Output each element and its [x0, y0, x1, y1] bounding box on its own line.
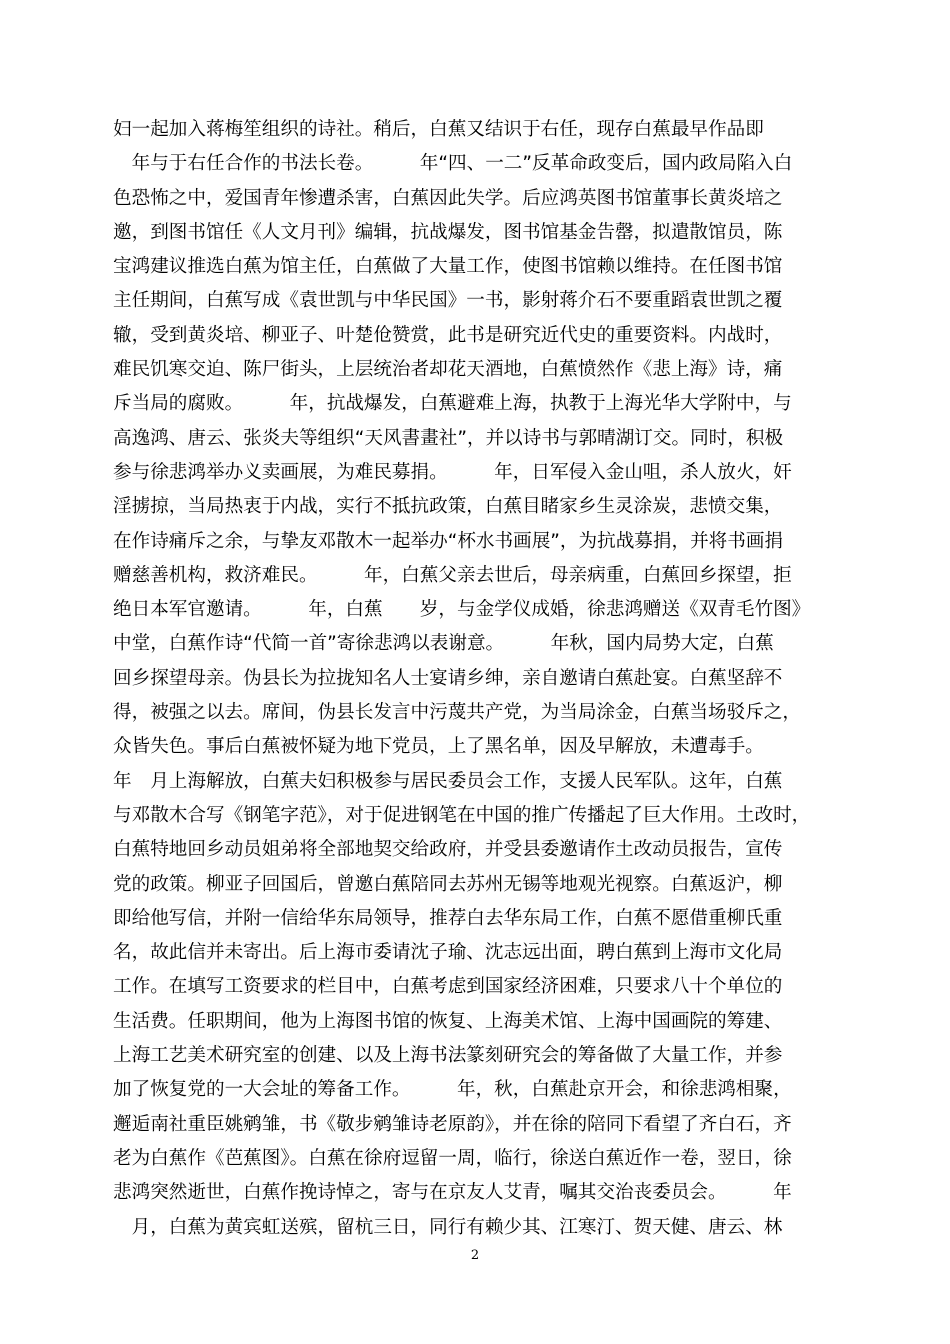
- text-line: 邂逅南社重臣姚鹓雏，书《敬步鹓雏诗老原韵》，并在徐的陪同下看望了齐白石，齐: [113, 1113, 792, 1135]
- text-line: 宝鸿建议推选白蕉为馆主任，白蕉做了大量工作，使图书馆赖以维持。在任图书馆: [113, 256, 783, 278]
- text-line: 回乡探望母亲。伪县长为拉拢知名人士宴请乡绅，亲自邀请白蕉赴宴。白蕉坚辞不: [113, 667, 783, 689]
- text-line: 主任期间，白蕉写成《袁世凯与中华民国》一书，影射蒋介石不要重蹈袁世凯之覆: [113, 290, 783, 312]
- text-line: 高逸鸿、唐云、张炎夫等组织“天风書畫社”，并以诗书与郭晴湖订交。同时，积极: [113, 427, 784, 449]
- text-line: 白蕉特地回乡动员姐弟将全部地契交给政府，并受县委邀请作土改动员报告，宣传: [113, 839, 783, 861]
- text-line: 党的政策。柳亚子回国后，曾邀白蕉陪同去苏州无锡等地观光视察。白蕉返沪，柳: [113, 873, 783, 895]
- text-line: 斥当局的腐败。 年，抗战爆发，白蕉避难上海，执教于上海光华大学附中，与: [113, 393, 792, 415]
- text-line: 绝日本军官邀请。 年，白蕉 岁，与金学仪成婚，徐悲鸿赠送《双青毛竹图》: [113, 599, 811, 621]
- text-line: 悲鸿突然逝世，白蕉作挽诗悼之，寄与在京友人艾青，嘱其交治丧委员会。 年: [113, 1182, 792, 1204]
- text-line: 众皆失色。事后白蕉被怀疑为地下党员，上了黑名单，因及早解放，未遭毒手。: [113, 736, 764, 758]
- text-line: 难民饥寒交迫、陈尸街头，上层统治者却花天酒地，白蕉愤然作《悲上海》诗，痛: [113, 359, 783, 381]
- text-line: 加了恢复党的一大会址的筹备工作。 年，秋，白蕉赴京开会，和徐悲鸿相聚，: [113, 1079, 792, 1101]
- text-line: 参与徐悲鸿举办义卖画展，为难民募捐。 年，日军侵入金山咀，杀人放火，奸: [113, 461, 792, 483]
- text-line: 赠慈善机构，救济难民。 年，白蕉父亲去世后，母亲病重，白蕉回乡探望，拒: [113, 564, 792, 586]
- text-line: 在作诗痛斥之余，与挚友邓散木一起举办“杯水书画展”，为抗战募捐，并将书画捐: [113, 530, 784, 552]
- text-line: 年与于右任合作的书法长卷。 年“四、一二”反革命政变后，国内政局陷入白: [113, 153, 793, 175]
- text-line: 生活费。任职期间，他为上海图书馆的恢复、上海美术馆、上海中国画院的筹建、: [113, 1010, 783, 1032]
- text-line: 淫掳掠，当局热衷于内战，实行不抵抗政策，白蕉目睹家乡生灵涂炭，悲愤交集，: [113, 496, 783, 518]
- text-line: 工作。在填写工资要求的栏目中，白蕉考虑到国家经济困难，只要求八十个单位的: [113, 976, 783, 998]
- text-line: 得，被强之以去。席间，伪县长发言中污蔑共产党，为当局涂金，白蕉当场驳斥之，: [113, 702, 801, 724]
- text-line: 中堂，白蕉作诗“代简一首”寄徐悲鸿以表谢意。 年秋，国内局势大定，白蕉: [113, 633, 774, 655]
- text-line: 色恐怖之中，爱国青年惨遭杀害，白蕉因此失学。后应鸿英图书馆董事长黄炎培之: [113, 187, 783, 209]
- text-line: 年 月上海解放，白蕉夫妇积极参与居民委员会工作，支援人民军队。这年，白蕉: [113, 770, 783, 792]
- text-line: 辙，受到黄炎培、柳亚子、叶楚伧赞赏，此书是研究近代史的重要资料。内战时，: [113, 324, 783, 346]
- text-line: 月，白蕉为黄宾虹送殡，留杭三日，同行有赖少其、江寒汀、贺天健、唐云、林: [113, 1216, 783, 1238]
- text-line: 妇一起加入蒋梅笙组织的诗社。稍后，白蕉又结识于右任，现存白蕉最早作品即: [113, 119, 764, 140]
- text-line: 邀，到图书馆任《人文月刊》编辑，抗战爆发，图书馆基金告罄，拟遣散馆员，陈: [113, 221, 783, 243]
- text-line: 即给他写信，并附一信给华东局领导，推荐白去华东局工作，白蕉不愿借重柳氏重: [113, 907, 783, 929]
- text-line: 与邓散木合写《钢笔字范》，对于促进钢笔在中国的推广传播起了巨大作用。土改时，: [113, 804, 811, 826]
- text-line: 名，故此信并未寄出。后上海市委请沈子瑜、沈志远出面，聘白蕉到上海市文化局: [113, 942, 783, 964]
- text-line: 上海工艺美术研究室的创建、以及上海书法篆刻研究会的筹备做了大量工作，并参: [113, 1045, 783, 1067]
- text-line: 老为白蕉作《芭蕉图》。白蕉在徐府逗留一周，临行，徐送白蕉近作一卷，翌日，徐: [113, 1147, 792, 1169]
- page-number: 2: [470, 1248, 480, 1263]
- body-text: [113, 113, 813, 1245]
